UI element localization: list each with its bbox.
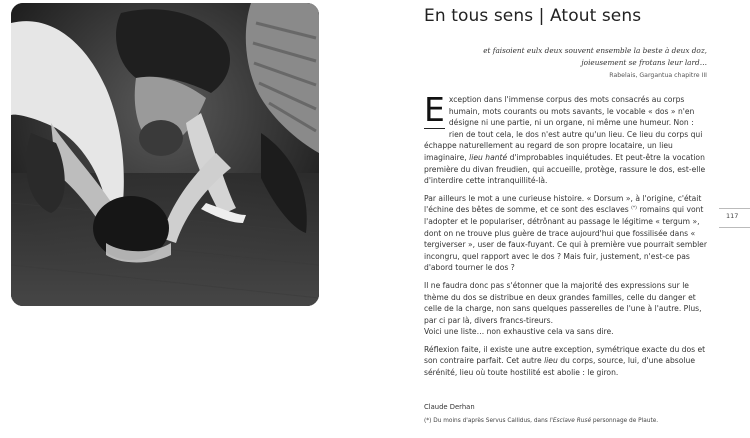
epigraph xyxy=(407,45,707,68)
paragraph-3-text: Il ne faudra donc pas s'étonner que la majorité des expressions sur le thème du dos se distribue en deux grandes familles, celle du danger et celle de la charge, non sans quelques passerelles de l'une à l'autre. Plus, par ci par là, divers francs-tireurs. xyxy=(424,280,702,325)
epigraph-source: Rabelais, Gargantua chapitre III xyxy=(609,72,707,79)
paragraph-4-end: du corps, source, lui, d'une absolue sérénité, lieu où toute hostilité est abolie : le giron. xyxy=(424,356,695,378)
page-number-rule-top xyxy=(719,208,750,209)
paragraph-2 xyxy=(424,193,709,274)
footnote-end: personnage de Plaute. xyxy=(592,418,659,424)
page-number-rule-bottom xyxy=(719,227,750,228)
author-signature: Claude Derhan xyxy=(424,403,475,411)
paragraph-1 xyxy=(424,90,709,187)
dancers-photo xyxy=(11,3,319,306)
article-body xyxy=(424,90,709,385)
footnote xyxy=(424,418,658,424)
epigraph-line-1: et faisoient eulx deux souvent ensemble la beste à deux doz, xyxy=(483,46,707,55)
paragraph-4-start: Réflexion faite, il existe une autre exception, symétrique exacte du dos et son contraire parfait. Cet autre xyxy=(424,344,706,366)
paragraph-4-italic: lieu xyxy=(544,356,558,366)
paragraph-2-start: Par ailleurs le mot a une curieuse histoire. « Dorsum », à l'origine, c'était l'échine des bêtes de somme, et ce sont des esclaves xyxy=(424,193,702,215)
paragraph-1-italic: lieu hanté xyxy=(469,152,508,162)
page-title: En tous sens | Atout sens xyxy=(424,6,642,26)
footnote-italic: l'Esclave Rusé xyxy=(549,418,592,424)
paragraph-4 xyxy=(424,344,709,379)
paragraph-1-end: d'improbables inquiétudes. Et peut-être la vocation première du divan freudien, qui accueille, protège, rassure le dos, est-elle d'interdire cette intranquillité-là. xyxy=(424,152,706,186)
paragraph-3 xyxy=(424,280,709,338)
epigraph-line-2: joieusement se frotans leur lard… xyxy=(581,57,707,67)
paragraph-3-list-intro: Voici une liste… non exhaustive cela va sans dire. xyxy=(424,327,614,337)
footnote-start: (*) Du moins d'après Servus Callidus, dans xyxy=(424,418,548,424)
paragraph-1-text: xception dans l'immense corpus des mots consacrés au corps humain, mots courants ou mots savants, le vocable « dos » n'en désigne ni une partie, ni un organe, ni même une humeur. Non : rien de tout cela, le dos n'est autre qu'un lieu. Ce lieu du corps qui échappe naturellement au regard de son propre locataire, un lieu imaginaire, xyxy=(424,95,703,162)
page-number: 117 xyxy=(726,212,739,220)
drop-cap: E xyxy=(424,90,445,129)
paragraph-2-end: romains qui vont l'adopter et le populariser, détrônant au passage le légitime « tergum », dont on ne trouve plus guère de trace aujourd'hui que fossilisée dans « tergiverser », user de faux-fuyant. Ce qui à première vue pourrait sembler incongru, quel rapport avec le dos ? Mais fuir, justement, n'est-ce pas d'abord tourner le dos ? xyxy=(424,205,707,273)
footnote-mark: (*) xyxy=(631,206,637,212)
